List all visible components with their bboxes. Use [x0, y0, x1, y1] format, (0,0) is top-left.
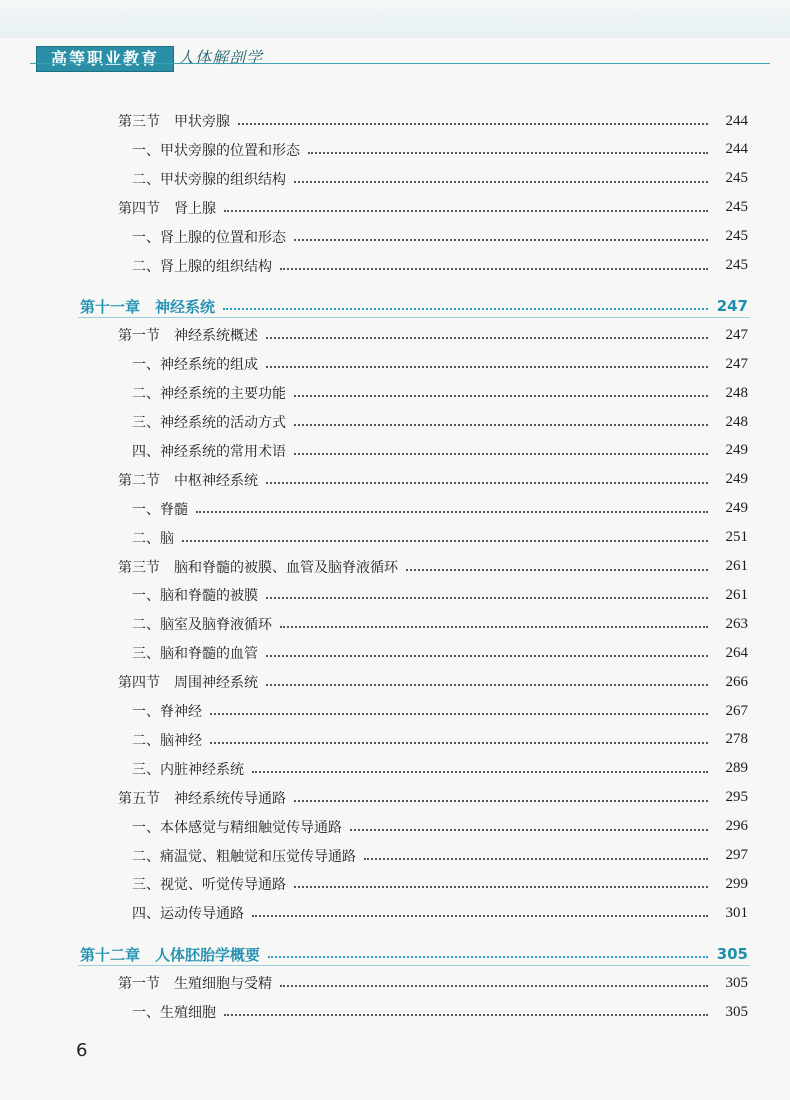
toc-item-row[interactable]	[132, 496, 748, 522]
dot-leader	[252, 771, 708, 773]
toc-entry-title: 二、肾上腺的组织结构	[132, 258, 272, 275]
dot-leader	[406, 569, 708, 571]
toc-entry-page: 264	[725, 644, 748, 661]
toc-item-row[interactable]	[132, 224, 748, 250]
toc-entry-title: 一、甲状旁腺的位置和形态	[132, 142, 300, 159]
dot-leader	[266, 655, 708, 657]
toc-item-row[interactable]	[132, 900, 748, 926]
toc-item-row[interactable]	[132, 999, 748, 1025]
toc-entry-page: 266	[725, 673, 748, 690]
toc-entry-page: 245	[725, 228, 748, 245]
toc-entry-page: 244	[725, 141, 748, 158]
dot-leader	[182, 540, 708, 542]
toc-entry-title: 第一节 生殖细胞与受精	[118, 976, 272, 993]
toc-entry-title: 一、神经系统的组成	[132, 357, 258, 374]
toc-entry-page: 297	[725, 847, 748, 863]
toc-section-row[interactable]	[118, 970, 748, 996]
dot-leader	[266, 684, 708, 686]
toc-entry-title: 一、脊髓	[132, 501, 188, 518]
toc-section-row[interactable]	[118, 785, 748, 811]
toc-entry-title: 二、痛温觉、粗触觉和压觉传导通路	[132, 848, 356, 865]
dot-leader	[224, 1014, 708, 1016]
toc-section-row[interactable]	[118, 467, 748, 493]
toc-entry-page: 249	[725, 442, 748, 459]
page-number: 6	[76, 1040, 88, 1061]
dot-leader	[294, 886, 708, 888]
toc-entry-page: 247	[725, 355, 748, 372]
dot-leader	[266, 337, 708, 339]
toc-chapter-row[interactable]	[80, 941, 748, 967]
toc-entry-title: 二、神经系统的主要功能	[132, 386, 286, 403]
toc-entry-title: 一、生殖细胞	[132, 1005, 216, 1021]
toc-item-row[interactable]	[132, 253, 748, 279]
toc-item-row[interactable]	[132, 525, 748, 551]
toc-entry-title: 第五节 神经系统传导通路	[118, 790, 286, 807]
toc-entry-page: 247	[716, 297, 748, 316]
dot-leader	[238, 123, 708, 125]
toc-entry-page: 247	[725, 326, 748, 343]
toc-section-row[interactable]	[118, 108, 748, 134]
dot-leader	[210, 742, 708, 744]
book-title: 人体解剖学	[178, 48, 264, 67]
toc-entry-title: 第二节 中枢神经系统	[118, 472, 258, 489]
dot-leader	[308, 152, 708, 154]
toc-item-row[interactable]	[132, 582, 748, 608]
toc-entry-title: 第三节 甲状旁腺	[118, 114, 230, 130]
toc-entry-title: 第四节 肾上腺	[118, 200, 216, 217]
toc-entry-title: 第十二章 人体胚胎学概要	[80, 945, 261, 964]
toc-entry-page: 299	[725, 875, 748, 892]
toc-entry-title: 第十一章 神经系统	[80, 297, 216, 316]
chapter-underline	[78, 317, 750, 318]
dot-leader	[294, 395, 708, 397]
dot-leader	[294, 800, 708, 802]
toc-entry-page: 245	[725, 170, 748, 187]
toc-entry-title: 第四节 周围神经系统	[118, 675, 258, 692]
toc-item-row[interactable]	[132, 814, 748, 840]
toc-entry-page: 305	[725, 1003, 748, 1020]
toc-item-row[interactable]	[132, 640, 748, 666]
dot-leader	[364, 858, 708, 860]
toc-entry-title: 三、内脏神经系统	[132, 761, 244, 778]
toc-entry-page: 261	[725, 586, 748, 603]
toc-entry-page: 245	[725, 257, 748, 273]
toc-item-row[interactable]	[132, 409, 748, 435]
toc-entry-page: 305	[725, 974, 748, 991]
dot-leader	[280, 626, 708, 628]
dot-leader	[266, 597, 708, 599]
toc-entry-page: 261	[725, 558, 748, 574]
toc-entry-page: 296	[725, 818, 748, 835]
toc-section-row[interactable]	[118, 322, 748, 348]
toc-entry-page: 251	[725, 529, 748, 546]
toc-entry-title: 一、本体感觉与精细触觉传导通路	[132, 819, 342, 836]
toc-entry-page: 305	[716, 945, 748, 964]
toc-entry-title: 二、脑室及脑脊液循环	[132, 617, 272, 634]
toc-section-row[interactable]	[118, 195, 748, 221]
toc-entry-page: 245	[725, 199, 748, 216]
dot-leader	[294, 453, 708, 455]
toc-entry-page: 301	[725, 904, 748, 921]
toc-entry-title: 四、神经系统的常用术语	[132, 443, 286, 460]
toc-entry-title: 二、甲状旁腺的组织结构	[132, 171, 286, 188]
toc-item-row[interactable]	[132, 727, 748, 753]
toc-entry-page: 244	[725, 112, 748, 129]
toc-entry-title: 三、视觉、听觉传导通路	[132, 877, 286, 894]
dot-leader	[223, 308, 708, 310]
dot-leader	[210, 713, 708, 715]
toc-entry-page: 263	[725, 615, 748, 632]
toc-entry-title: 第一节 神经系统概述	[118, 328, 258, 345]
dot-leader	[294, 239, 708, 241]
toc-entry-title: 二、脑神经	[132, 732, 202, 749]
chapter-underline	[78, 965, 750, 966]
toc-item-row[interactable]	[132, 698, 748, 724]
toc-item-row[interactable]	[132, 380, 748, 406]
toc-entry-title: 一、肾上腺的位置和形态	[132, 229, 286, 246]
toc-entry-page: 249	[725, 500, 748, 517]
toc-item-row[interactable]	[132, 871, 748, 897]
toc-entry-page: 267	[725, 702, 748, 719]
dot-leader	[266, 366, 708, 368]
dot-leader	[266, 482, 708, 484]
toc-entry-title: 一、脊神经	[132, 704, 202, 720]
dot-leader	[196, 511, 708, 513]
dot-leader	[350, 829, 708, 831]
dot-leader	[252, 915, 708, 917]
dot-leader	[294, 424, 708, 426]
toc-entry-page: 248	[725, 384, 748, 401]
toc-entry-title: 三、神经系统的活动方式	[132, 415, 286, 431]
toc-entry-title: 三、脑和脊髓的血管	[132, 646, 258, 663]
toc-item-row[interactable]	[132, 351, 748, 377]
toc-item-row[interactable]	[132, 843, 748, 869]
toc-section-row[interactable]	[118, 669, 748, 695]
toc-entry-title: 二、脑	[132, 530, 174, 547]
toc-entry-page: 249	[725, 471, 748, 488]
toc-entry-page: 248	[725, 413, 748, 430]
toc-item-row[interactable]	[132, 166, 748, 192]
dot-leader	[280, 268, 708, 270]
toc-entry-page: 295	[725, 789, 748, 806]
toc-entry-title: 四、运动传导通路	[132, 906, 244, 923]
toc-item-row[interactable]	[132, 137, 748, 163]
toc-entry-page: 289	[725, 760, 748, 777]
dot-leader	[280, 985, 708, 987]
toc-entry-title: 一、脑和脊髓的被膜	[132, 588, 258, 605]
toc-item-row[interactable]	[132, 611, 748, 637]
toc-item-row[interactable]	[132, 756, 748, 782]
toc-entry-title: 第三节 脑和脊髓的被膜、血管及脑脊液循环	[118, 559, 398, 576]
toc-item-row[interactable]	[132, 438, 748, 464]
toc-entry-page: 278	[725, 731, 748, 748]
dot-leader	[294, 181, 708, 183]
toc-chapter-row[interactable]	[80, 293, 748, 319]
dot-leader	[268, 956, 708, 958]
series-label: 高等职业教育	[36, 46, 174, 72]
dot-leader	[224, 210, 708, 212]
toc-section-row[interactable]	[118, 554, 748, 580]
